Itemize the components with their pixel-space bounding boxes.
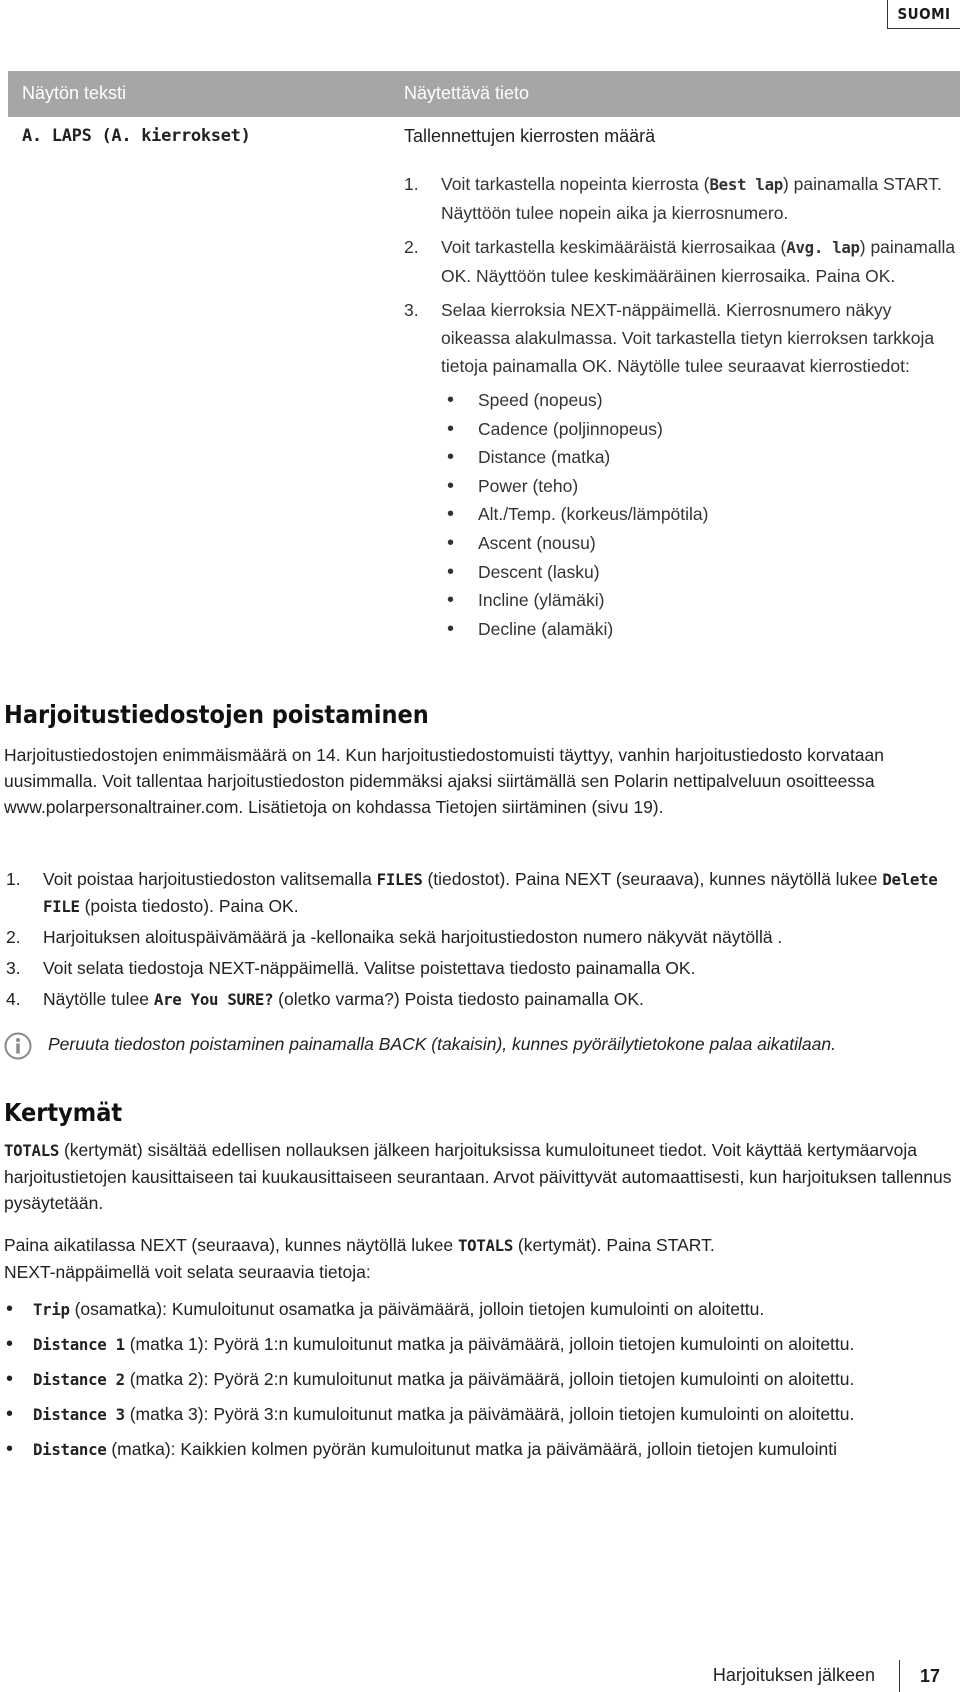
step-text: Voit poistaa harjoitustiedoston valitsemalla bbox=[43, 869, 377, 889]
delete-steps-list bbox=[6, 866, 956, 1017]
item-text: (matka 2): Pyörä 2:n kumuloitunut matka ja päivämäärä, jolloin tietojen kumulointi on aloitettu. bbox=[124, 1369, 855, 1389]
step-text: Harjoituksen aloituspäivämäärä ja -kellonaika sekä harjoitustiedoston numero näkyvät näytöllä . bbox=[43, 927, 783, 947]
table-row-value: Tallennettujen kierrosten määrä bbox=[404, 126, 656, 146]
step-text: (oletko varma?) Poista tiedosto painamalla OK. bbox=[273, 989, 644, 1009]
lap-step bbox=[404, 296, 959, 643]
delete-intro: Harjoitustiedostojen enimmäismäärä on 14. Kun harjoitustiedostomuisti täyttyy, vanhin harjoitustiedosto korvataan uusimmalla. Voit tallentaa harjoitustiedoston pidemmäksi ajaksi siirtämällä sen Polarin nettipalveluun osoitteessa www.polarpersonaltrainer.com. Lisätietoja on kohdassa Tietojen siirtäminen (sivu 19). bbox=[4, 745, 884, 817]
step-text: Voit tarkastella keskimääräistä kierrosaikaa ( bbox=[441, 237, 787, 257]
item-text: (osamatka): Kumuloitunut osamatka ja päivämäärä, jolloin tietojen kumulointi on aloitettu. bbox=[69, 1299, 765, 1319]
step-text: Selaa kierroksia NEXT-näppäimellä. Kierrosnumero näkyy oikeassa alakulmassa. Voit tarkastella tietyn kierroksen tarkkoja tietoja painamalla OK. Näytölle tulee seuraavat kierrostiedot: bbox=[441, 300, 935, 376]
paragraph-text: (kertymät) sisältää edellisen nollauksen jälkeen harjoituksissa kumuloituneet tiedot. Voit käyttää kertymäarvoja harjoitustietojen kausittaiseen tai kuukausittaiseen seurantaan. Arvot päivittyvät automaattisesti, kun harjoituksen tallennus pysäytetään. bbox=[4, 1140, 952, 1213]
display-text-files: FILES bbox=[376, 870, 423, 889]
delete-step bbox=[6, 866, 956, 920]
list-item: • Ascent (nousu) bbox=[441, 529, 959, 558]
section-title-delete: Harjoitustiedostojen poistaminen bbox=[4, 700, 429, 729]
step-text: (poista tiedosto). Paina OK. bbox=[79, 896, 299, 916]
display-text-best-lap: Best lap bbox=[709, 175, 783, 194]
list-item: • Speed (nopeus) bbox=[441, 386, 959, 415]
list-item: • Decline (alamäki) bbox=[441, 615, 959, 644]
totals-paragraph-1 bbox=[4, 1137, 954, 1216]
col-header-display-text: Näytön teksti bbox=[22, 83, 127, 103]
table-header bbox=[8, 71, 960, 117]
step-text: Voit tarkastella nopeinta kierrosta ( bbox=[441, 174, 710, 194]
language-tab: SUOMI bbox=[887, 0, 960, 29]
display-text-distance-1: Distance 1 bbox=[33, 1335, 125, 1354]
paragraph-text: (kertymät). Paina START. bbox=[513, 1235, 715, 1255]
section-title-totals: Kertymät bbox=[4, 1098, 123, 1127]
display-text-distance-2: Distance 2 bbox=[33, 1370, 125, 1389]
list-item: • Incline (ylämäki) bbox=[441, 586, 959, 615]
display-text-distance-3: Distance 3 bbox=[33, 1405, 125, 1424]
totals-paragraph-2 bbox=[4, 1232, 954, 1285]
list-item bbox=[6, 1401, 951, 1428]
lap-steps-list bbox=[404, 170, 959, 649]
paragraph-text: NEXT-näppäimellä voit selata seuraavia tietoja: bbox=[4, 1262, 371, 1282]
list-item bbox=[6, 1296, 951, 1323]
delete-step bbox=[6, 924, 956, 951]
display-text-totals: TOTALS bbox=[4, 1141, 60, 1160]
display-text-delete-file: Delete FILE bbox=[43, 870, 938, 916]
tip-text: Peruuta tiedoston poistaminen painamalla BACK (takaisin), kunnes pyöräilytietokone palaa aikatilaan. bbox=[48, 1034, 836, 1054]
list-item: • Descent (lasku) bbox=[441, 558, 959, 587]
list-item: • Alt./Temp. (korkeus/lämpötila) bbox=[441, 500, 959, 529]
step-number: 3. bbox=[404, 300, 419, 320]
display-text-distance: Distance bbox=[33, 1440, 107, 1459]
lap-data-list bbox=[441, 386, 959, 643]
col-header-shown-info: Näytettävä tieto bbox=[404, 83, 530, 103]
list-item: • Power (teho) bbox=[441, 472, 959, 501]
display-text-trip: Trip bbox=[33, 1300, 70, 1319]
item-text: (matka 3): Pyörä 3:n kumuloitunut matka ja päivämäärä, jolloin tietojen kumulointi on aloitettu. bbox=[124, 1404, 855, 1424]
step-text: Näytölle tulee bbox=[43, 989, 154, 1009]
lap-step bbox=[404, 170, 959, 227]
step-number: 3. bbox=[6, 958, 21, 978]
step-number: 4. bbox=[6, 989, 21, 1009]
footer-section-title: Harjoituksen jälkeen bbox=[712, 1665, 875, 1685]
step-number: 1. bbox=[404, 174, 419, 194]
paragraph-text: Paina aikatilassa NEXT (seuraava), kunnes näytöllä lukee bbox=[4, 1235, 458, 1255]
step-text: ) painamalla OK. Näyttöön tulee keskimääräinen kierrosaika. Paina OK. bbox=[441, 237, 956, 286]
step-number: 2. bbox=[6, 927, 21, 947]
totals-list bbox=[6, 1296, 951, 1471]
list-item bbox=[6, 1436, 951, 1463]
step-number: 1. bbox=[6, 869, 21, 889]
item-text: (matka): Kaikkien kolmen pyörän kumuloitunut matka ja päivämäärä, jolloin tietojen kumulointi bbox=[106, 1439, 837, 1459]
display-text-totals: TOTALS bbox=[457, 1236, 514, 1255]
list-item bbox=[6, 1331, 951, 1358]
table-row-display-text: A. LAPS (A. kierrokset) bbox=[22, 126, 251, 146]
item-text: (matka 1): Pyörä 1:n kumuloitunut matka ja päivämäärä, jolloin tietojen kumulointi on aloitettu. bbox=[124, 1334, 855, 1354]
page-number: 17 bbox=[899, 1660, 960, 1692]
tip-note bbox=[4, 1030, 954, 1066]
delete-step bbox=[6, 986, 956, 1013]
list-item: • Cadence (poljinnopeus) bbox=[441, 415, 959, 444]
step-text: Voit selata tiedostoja NEXT-näppäimellä. Valitse poistettava tiedosto painamalla OK. bbox=[43, 958, 696, 978]
step-text: (tiedostot). Paina NEXT (seuraava), kunnes näytöllä lukee bbox=[422, 869, 883, 889]
step-number: 2. bbox=[404, 237, 419, 257]
lap-step bbox=[404, 233, 959, 290]
display-text-are-you-sure: Are You SURE? bbox=[153, 990, 274, 1009]
list-item: • Distance (matka) bbox=[441, 443, 959, 472]
step-text: ) painamalla START. Näyttöön tulee nopein aika ja kierrosnumero. bbox=[441, 174, 942, 223]
display-text-avg-lap: Avg. lap bbox=[786, 238, 860, 257]
list-item bbox=[6, 1366, 951, 1393]
info-icon bbox=[4, 1032, 32, 1060]
delete-step bbox=[6, 955, 956, 982]
